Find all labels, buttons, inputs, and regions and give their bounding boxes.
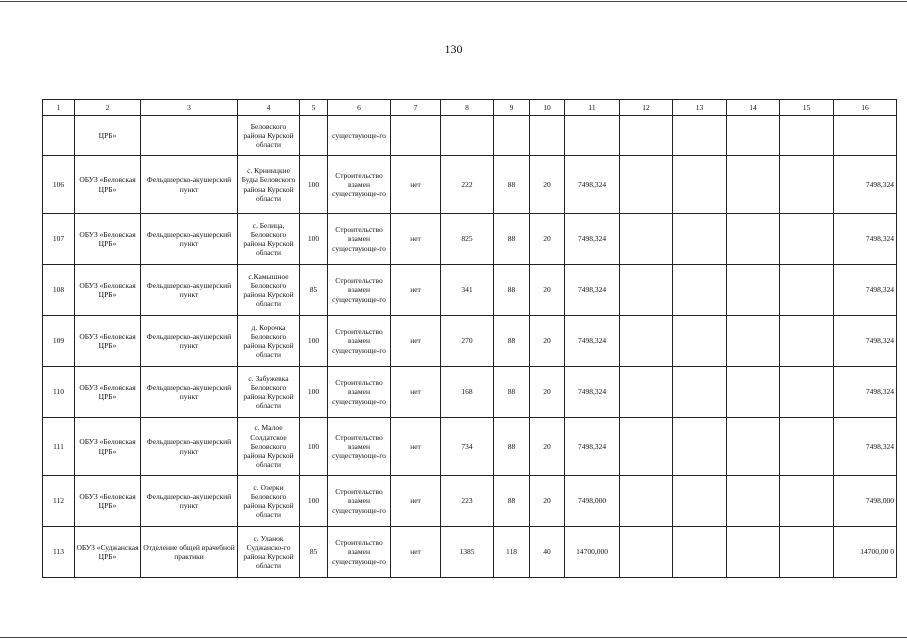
column-header-15: 15 <box>780 100 834 116</box>
col12-empty <box>620 316 673 367</box>
table-row <box>43 476 897 527</box>
location: с. Малое Солдатское Беловского района Курской области <box>238 418 300 476</box>
col9-value: 88 <box>494 476 530 527</box>
facility-type: Фельдшерско-акушерский пункт <box>141 265 238 316</box>
col16-total: 7498,324 <box>834 265 897 316</box>
col16-total: 7498,324 <box>834 156 897 214</box>
col16-total: 14700,00 0 <box>834 527 897 578</box>
location: с. Белица, Беловского района Курской области <box>238 214 300 265</box>
col5-value: 100 <box>300 367 328 418</box>
data-table <box>42 99 897 578</box>
col15-empty <box>780 214 834 265</box>
column-header-5: 5 <box>300 100 328 116</box>
column-header-14: 14 <box>727 100 780 116</box>
col14-empty <box>727 265 780 316</box>
col8-value: 341 <box>441 265 494 316</box>
col5-value: 85 <box>300 527 328 578</box>
continuation-row <box>43 116 897 156</box>
column-header-9: 9 <box>494 100 530 116</box>
column-header-10: 10 <box>530 100 565 116</box>
col13-empty <box>673 527 727 578</box>
col15-empty <box>780 476 834 527</box>
col10-value: 20 <box>530 156 565 214</box>
organization: ОБУЗ «Беловская ЦРБ» <box>75 265 141 316</box>
col11-amount: 7498,324 <box>565 367 620 418</box>
facility-type: Фельдшерско-акушерский пункт <box>141 476 238 527</box>
column-header-4: 4 <box>238 100 300 116</box>
col11-amount: 7498,324 <box>565 265 620 316</box>
col11-amount: 7498,324 <box>565 156 620 214</box>
col15-empty <box>780 418 834 476</box>
work-type: Строительство взамен существующе-го <box>328 476 391 527</box>
location: с. Забужевка Беловского района Курской области <box>238 367 300 418</box>
facility-type: Фельдшерско-акушерский пункт <box>141 367 238 418</box>
organization: ОБУЗ «Беловская ЦРБ» <box>75 156 141 214</box>
col10-value: 20 <box>530 418 565 476</box>
col14-empty <box>727 214 780 265</box>
column-header-7: 7 <box>391 100 441 116</box>
col5-value: 100 <box>300 156 328 214</box>
table-row <box>43 367 897 418</box>
organization: ОБУЗ «Беловская ЦРБ» <box>75 367 141 418</box>
bottom-scan-rule <box>0 637 907 638</box>
col8-value: 223 <box>441 476 494 527</box>
col13-empty <box>673 214 727 265</box>
location: с. Озерки Беловского района Курской области <box>238 476 300 527</box>
row-number: 106 <box>43 156 75 214</box>
col9-value: 88 <box>494 418 530 476</box>
col14-empty <box>727 527 780 578</box>
col14-empty <box>727 418 780 476</box>
col11-amount: 14700,000 <box>565 527 620 578</box>
col5-value: 100 <box>300 214 328 265</box>
col9-value: 118 <box>494 527 530 578</box>
col9-value: 88 <box>494 367 530 418</box>
col5-value: 100 <box>300 418 328 476</box>
table-row <box>43 527 897 578</box>
table-row <box>43 265 897 316</box>
col16-total: 7498,000 <box>834 476 897 527</box>
row-number: 113 <box>43 527 75 578</box>
column-header-1: 1 <box>43 100 75 116</box>
col15-empty <box>780 156 834 214</box>
cont-location: Беловского района Курской области <box>238 116 300 156</box>
col15-empty <box>780 527 834 578</box>
work-type: Строительство взамен существующе-го <box>328 527 391 578</box>
col8-value: 825 <box>441 214 494 265</box>
location: с. Крнинцкие Буды Беловского района Курской области <box>238 156 300 214</box>
col13-empty <box>673 418 727 476</box>
col13-empty <box>673 156 727 214</box>
cont-work: существующе-го <box>328 116 391 156</box>
col7-value: нет <box>391 418 441 476</box>
organization: ОБУЗ «Беловская ЦРБ» <box>75 418 141 476</box>
col11-amount: 7498,000 <box>565 476 620 527</box>
col13-empty <box>673 367 727 418</box>
cont-org: ЦРБ» <box>75 116 141 156</box>
row-number: 108 <box>43 265 75 316</box>
col11-amount: 7498,324 <box>565 316 620 367</box>
col8-value: 270 <box>441 316 494 367</box>
location: с.Камышное Беловского района Курской области <box>238 265 300 316</box>
col9-value: 88 <box>494 265 530 316</box>
col10-value: 20 <box>530 476 565 527</box>
column-number-row <box>43 100 897 116</box>
table-row <box>43 214 897 265</box>
col11-amount: 7498,324 <box>565 418 620 476</box>
col15-empty <box>780 316 834 367</box>
col16-total: 7498,324 <box>834 316 897 367</box>
col5-value: 100 <box>300 316 328 367</box>
col10-value: 20 <box>530 214 565 265</box>
col12-empty <box>620 156 673 214</box>
row-number: 109 <box>43 316 75 367</box>
col13-empty <box>673 476 727 527</box>
col7-value: нет <box>391 316 441 367</box>
col7-value: нет <box>391 214 441 265</box>
col12-empty <box>620 367 673 418</box>
col9-value: 88 <box>494 316 530 367</box>
row-number: 112 <box>43 476 75 527</box>
col16-total: 7498,324 <box>834 214 897 265</box>
col14-empty <box>727 476 780 527</box>
col10-value: 20 <box>530 367 565 418</box>
organization: ОБУЗ «Беловская ЦРБ» <box>75 214 141 265</box>
col13-empty <box>673 316 727 367</box>
facility-type: Фельдшерско-акушерский пункт <box>141 418 238 476</box>
col10-value: 40 <box>530 527 565 578</box>
col5-value: 100 <box>300 476 328 527</box>
column-header-3: 3 <box>141 100 238 116</box>
work-type: Строительство взамен существующе-го <box>328 367 391 418</box>
col8-value: 734 <box>441 418 494 476</box>
facility-type: Фельдшерско-акушерский пункт <box>141 156 238 214</box>
column-header-8: 8 <box>441 100 494 116</box>
table-row <box>43 316 897 367</box>
column-header-12: 12 <box>620 100 673 116</box>
col12-empty <box>620 265 673 316</box>
location: с. Уланок Суджанско-го района Курской области <box>238 527 300 578</box>
column-header-16: 16 <box>834 100 897 116</box>
work-type: Строительство взамен существующе-го <box>328 316 391 367</box>
col14-empty <box>727 316 780 367</box>
col7-value: нет <box>391 265 441 316</box>
col8-value: 168 <box>441 367 494 418</box>
col11-amount: 7498,324 <box>565 214 620 265</box>
col5-value: 85 <box>300 265 328 316</box>
organization: ОБУЗ «Беловская ЦРБ» <box>75 476 141 527</box>
column-header-11: 11 <box>565 100 620 116</box>
table-row <box>43 418 897 476</box>
col7-value: нет <box>391 476 441 527</box>
col15-empty <box>780 265 834 316</box>
column-header-6: 6 <box>328 100 391 116</box>
work-type: Строительство взамен существующе-го <box>328 265 391 316</box>
row-number: 110 <box>43 367 75 418</box>
facility-type: Отделение общей врачебной практики <box>141 527 238 578</box>
column-header-2: 2 <box>75 100 141 116</box>
top-scan-rule <box>0 1 907 2</box>
col10-value: 20 <box>530 265 565 316</box>
row-number: 111 <box>43 418 75 476</box>
col16-total: 7498,324 <box>834 418 897 476</box>
col7-value: нет <box>391 156 441 214</box>
col13-empty <box>673 265 727 316</box>
work-type: Строительство взамен существующе-го <box>328 156 391 214</box>
row-number: 107 <box>43 214 75 265</box>
col16-total: 7498,324 <box>834 367 897 418</box>
col12-empty <box>620 476 673 527</box>
facility-type: Фельдшерско-акушерский пункт <box>141 214 238 265</box>
facility-type: Фельдшерско-акушерский пункт <box>141 316 238 367</box>
page-number: 130 <box>444 42 463 56</box>
column-header-13: 13 <box>673 100 727 116</box>
col8-value: 222 <box>441 156 494 214</box>
col12-empty <box>620 214 673 265</box>
col9-value: 88 <box>494 214 530 265</box>
table-row <box>43 156 897 214</box>
col12-empty <box>620 418 673 476</box>
col8-value: 1385 <box>441 527 494 578</box>
col12-empty <box>620 527 673 578</box>
col9-value: 88 <box>494 156 530 214</box>
col10-value: 20 <box>530 316 565 367</box>
col14-empty <box>727 156 780 214</box>
organization: ОБУЗ «Суджанская ЦРБ» <box>75 527 141 578</box>
location: д. Корочка Беловского района Курской области <box>238 316 300 367</box>
col7-value: нет <box>391 367 441 418</box>
work-type: Строительство взамен существующе-го <box>328 214 391 265</box>
work-type: Строительство взамен существующе-го <box>328 418 391 476</box>
organization: ОБУЗ «Беловская ЦРБ» <box>75 316 141 367</box>
col15-empty <box>780 367 834 418</box>
col14-empty <box>727 367 780 418</box>
col7-value: нет <box>391 527 441 578</box>
